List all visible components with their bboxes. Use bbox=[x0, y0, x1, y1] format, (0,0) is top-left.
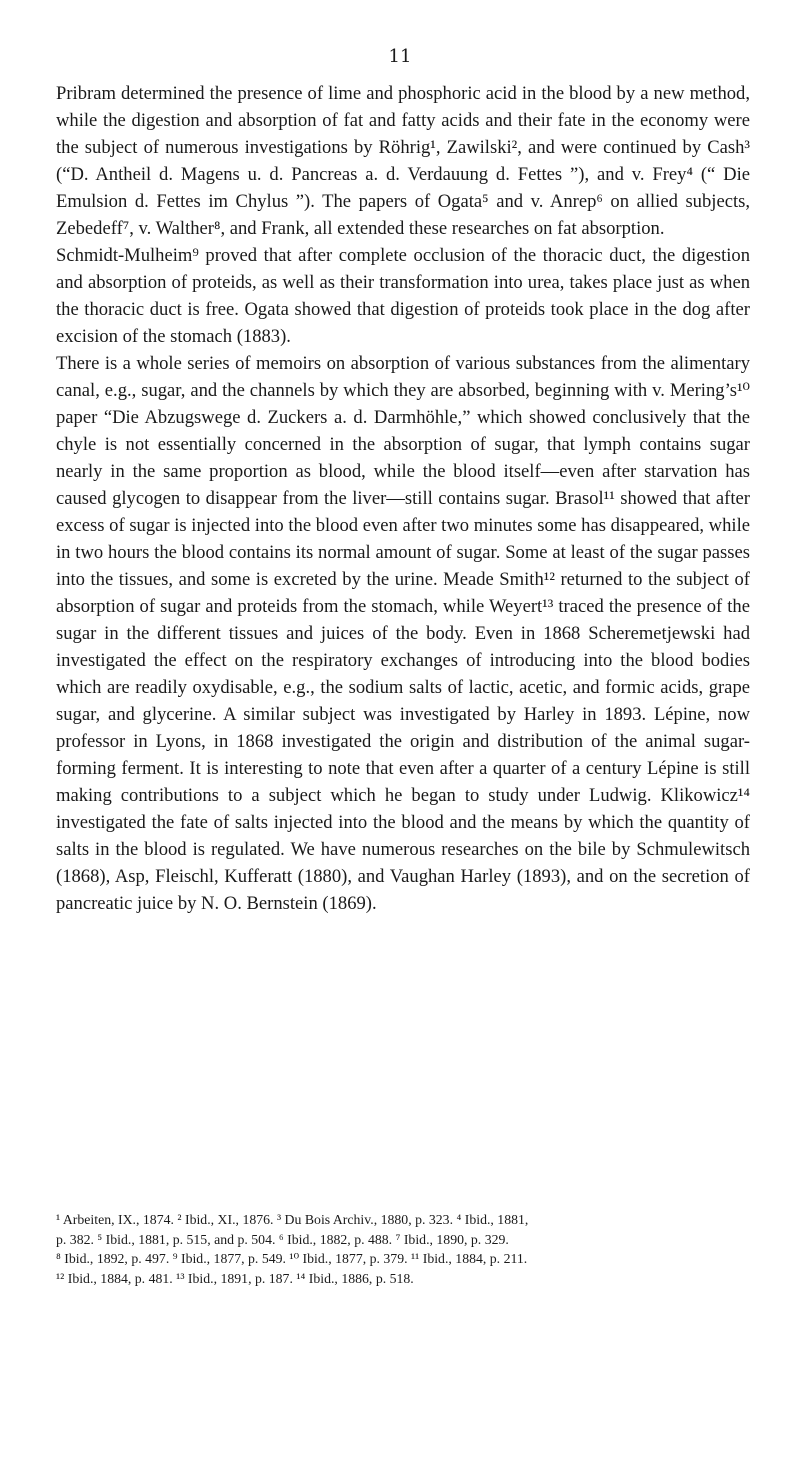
paragraph-proteid-digestion: Schmidt-Mulheim⁹ proved that after complete occlusion of the thoracic duct, the digestion and absorption of proteids, as well as their transformation into urea, takes place just as when the thoracic duct is free. Ogata showed that digestion of proteids took place in the dog after excision of the stomach (1883). bbox=[56, 245, 750, 347]
body-text bbox=[56, 80, 750, 917]
footnote-line: p. 382. ⁵ Ibid., 1881, p. 515, and p. 504. ⁶ Ibid., 1882, p. 488. ⁷ Ibid., 1890, p. 329. bbox=[56, 1231, 509, 1247]
footnote-line: ¹ Arbeiten, IX., 1874. ² Ibid., XI., 1876. ³ Du Bois Archiv., 1880, p. 323. ⁴ Ibid., 1881, bbox=[56, 1212, 529, 1227]
footnote-line: ¹² Ibid., 1884, p. 481. ¹³ Ibid., 1891, p. 187. ¹⁴ Ibid., 1886, p. 518. bbox=[56, 1270, 414, 1286]
footnotes bbox=[56, 1210, 750, 1288]
footnote-line: ⁸ Ibid., 1892, p. 497. ⁹ Ibid., 1877, p. 549. ¹⁰ Ibid., 1877, p. 379. ¹¹ Ibid., 1884, p. 211. bbox=[56, 1251, 528, 1266]
page-number: 11 bbox=[388, 46, 412, 67]
paragraph-fat-absorption: Pribram determined the presence of lime and phosphoric acid in the blood by a new method, while the digestion and absorption of fat and fatty acids and their fate in the economy were the subject of numerous investigations by Röhrig¹, Zawilski², and were continued by Cash³ (“D. Antheil d. Magens u. d. Pancreas a. d. Verdauung d. Fettes ”), and v. Frey⁴ (“ Die Emulsion d. Fettes im Chylus ”). The papers of Ogata⁵ and v. Anrep⁶ on allied subjects, Zebedeff⁷, v. Walther⁸, and Frank, all extended these researches on fat absorption. bbox=[56, 83, 750, 239]
paragraph-sugar-absorption: There is a whole series of memoirs on absorption of various substances from the alimentary canal, e.g., sugar, and the channels by which they are absorbed, beginning with v. Mering’s¹⁰ paper “Die Abzugswege d. Zuckers a. d. Darmhöhle,” which showed conclusively that the chyle is not essentially concerned in the absorption of sugar, that lymph contains sugar nearly in the same proportion as blood, while the blood itself—even after starvation has caused glycogen to disappear from the liver—still contains sugar. Brasol¹¹ showed that after excess of sugar is injected into the blood even after two minutes some has disappeared, while in two hours the blood contains its normal amount of sugar. Some at least of the sugar passes into the tissues, and some is excreted by the urine. Meade Smith¹² returned to the subject of absorption of sugar and proteids from the stomach, while Weyert¹³ traced the presence of the sugar in the different tissues and juices of the body. Even in 1868 Scheremetjewski had investigated the effect on the respiratory exchanges of introducing into the blood bodies which are readily oxydisable, e.g., the sodium salts of lactic, acetic, and formic acids, grape sugar, and glycerine. A similar subject was investigated by Harley in 1893. Lépine, now professor in Lyons, in 1868 investigated the origin and distribution of the animal sugar-forming ferment. It is interesting to note that even after a quarter of a century Lépine is still making contributions to a subject which he began to study under Ludwig. Klikowicz¹⁴ investigated the fate of salts injected into the blood and the means by which the quantity of salts in the blood is regulated. We have numerous researches on the bile by Schmulewitsch (1868), Asp, Fleischl, Kufferatt (1880), and Vaughan Harley (1893), and on the secretion of pancreatic juice by N. O. Bernstein (1869). bbox=[56, 353, 750, 914]
